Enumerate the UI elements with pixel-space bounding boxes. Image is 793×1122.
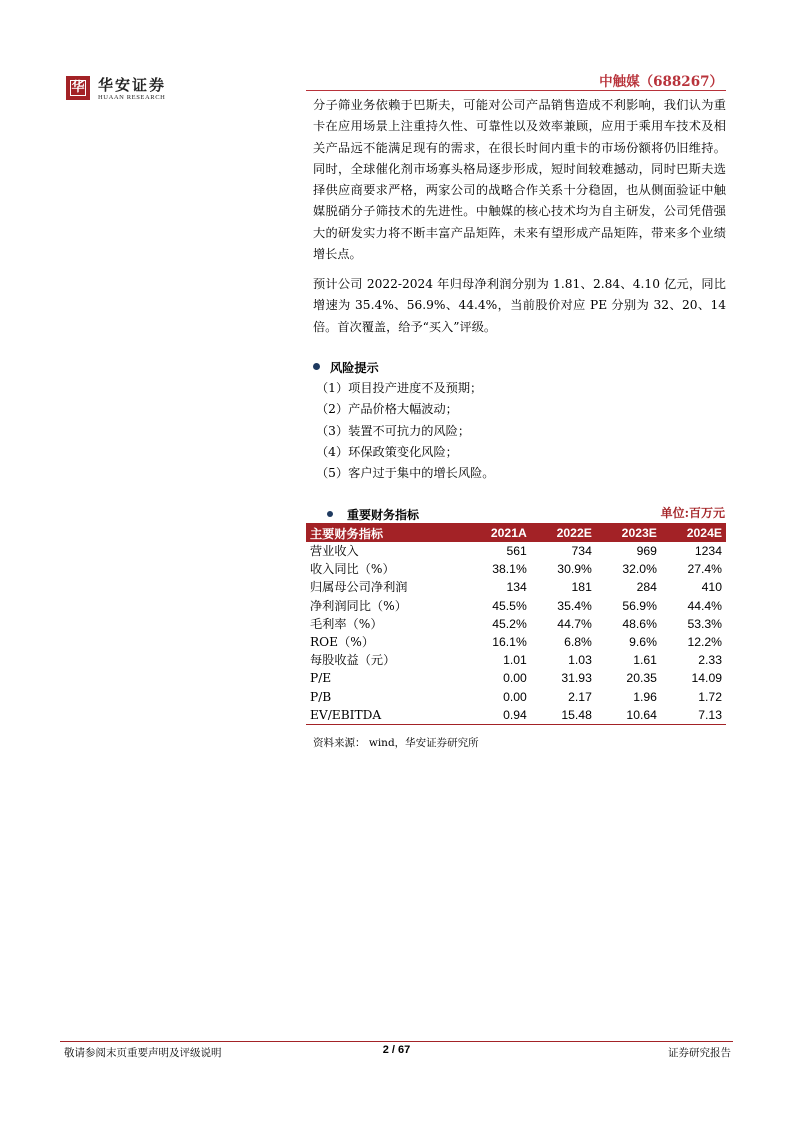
risk-list: [316, 378, 494, 484]
table-row: [306, 615, 726, 633]
row-label: P/E: [310, 671, 332, 686]
table-cell: 1234: [694, 544, 722, 558]
table-cell: 14.09: [691, 671, 722, 686]
table-cell: 12.2%: [687, 635, 722, 650]
table-cell: 48.6%: [622, 616, 657, 631]
risk-heading-text: 风险提示: [330, 361, 379, 375]
table-cell: 0.00: [503, 671, 527, 686]
financial-table: [306, 524, 726, 725]
table-cell: 9.6%: [629, 635, 657, 650]
table-cell: 27.4%: [687, 562, 722, 577]
row-label: 归属母公司净利润: [310, 580, 408, 595]
table-cell: 20.35: [626, 671, 657, 686]
table-cell: 0.94: [465, 706, 531, 725]
brand-name-en: HUAAN RESEARCH: [98, 94, 166, 101]
bullet-icon: [327, 511, 333, 517]
table-cell: 1.72: [698, 689, 722, 704]
risk-item: （4）环保政策变化风险；: [316, 444, 458, 459]
column-header: 2021A: [465, 524, 531, 542]
risk-heading: [313, 359, 379, 376]
logo-mark: 华: [71, 80, 85, 95]
row-label: P/B: [310, 689, 332, 704]
table-cell: 410: [701, 580, 722, 595]
table-cell: 15.48: [531, 706, 596, 725]
brand-name-cn: 华安证券: [98, 76, 167, 94]
company-logo: [66, 76, 90, 100]
table-cell: 44.4%: [687, 598, 722, 613]
footer-divider: [60, 1041, 733, 1042]
table-title: [313, 506, 419, 523]
table-row: [306, 688, 726, 706]
table-cell: 7.13: [661, 706, 726, 725]
column-header: 主要财务指标: [306, 524, 465, 542]
risk-item: （2）产品价格大幅波动；: [316, 402, 458, 417]
table-cell: 2.17: [568, 689, 592, 704]
column-header: 2024E: [661, 524, 726, 542]
table-cell: 45.5%: [492, 598, 527, 613]
table-row: [306, 560, 726, 578]
table-cell: 1.01: [503, 653, 527, 668]
table-cell: 16.1%: [492, 635, 527, 650]
table-cell: 31.93: [561, 671, 592, 686]
bullet-icon: [313, 363, 320, 370]
table-cell: 45.2%: [492, 616, 527, 631]
risk-item: （1）项目投产进度不及预期；: [316, 381, 483, 395]
table-row: [306, 669, 726, 687]
table-title-text: 重要财务指标: [347, 508, 420, 522]
analysis-paragraph: 分子筛业务依赖于巴斯夫，可能对公司产品销售造成不利影响，我们认为重卡在应用场景上注重持久性、可靠性以及效率兼顾，应用于乘用车技术及相关产品远不能满足现有的需求，在很长时间内重卡的市场份额将仍旧维持。同时，全球催化剂市场寡头格局逐步形成，短时间较难撼动，同时巴斯夫选择供应商要求严格，两家公司的战略合作关系十分稳固，也从侧面验证中触媒脱硝分子筛技术的先进性。中触媒的核心技术均为自主研发，公司凭借强大的研发实力将不断丰富产品矩阵，未来有望形成产品矩阵，带来多个业绩增长点。: [313, 98, 726, 262]
table-cell: 969: [636, 544, 657, 558]
row-label: 营业收入: [310, 544, 359, 558]
row-label: ROE（%）: [310, 635, 375, 650]
table-cell: 1.61: [633, 653, 657, 668]
table-cell: 35.4%: [557, 598, 592, 613]
table-cell: 1.03: [568, 653, 592, 668]
table-cell: 2.33: [698, 653, 722, 668]
table-cell: 10.64: [596, 706, 661, 725]
table-cell: 56.9%: [622, 598, 657, 613]
risk-item: （3）装置不可抗力的风险；: [316, 423, 471, 438]
table-cell: 284: [636, 580, 657, 595]
table-cell: 30.9%: [557, 562, 592, 577]
table-cell: 1.96: [633, 689, 657, 704]
table-row: [306, 578, 726, 596]
report-title: 中触媒（688267）: [599, 74, 723, 90]
footer-report-type: 证券研究报告: [668, 1047, 731, 1059]
table-row: [306, 706, 726, 725]
table-unit: 单位:百万元: [660, 506, 725, 520]
page-number: 2 / 67: [382, 1044, 411, 1056]
table-row: [306, 651, 726, 669]
table-cell: 32.0%: [622, 562, 657, 577]
footer-disclaimer: 敬请参阅末页重要声明及评级说明: [64, 1047, 222, 1059]
table-cell: 38.1%: [492, 562, 527, 577]
row-label: 收入同比（%）: [310, 562, 395, 577]
row-label: 每股收益（元）: [310, 653, 396, 668]
table-row: [306, 597, 726, 615]
table-cell: 181: [571, 580, 592, 595]
table-cell: 734: [571, 544, 592, 558]
table-cell: 53.3%: [687, 616, 722, 631]
column-header: 2023E: [596, 524, 661, 542]
risk-item: （5）客户过于集中的增长风险。: [316, 466, 495, 481]
row-label: 毛利率（%）: [310, 616, 383, 631]
table-row: [306, 633, 726, 651]
header-divider: [306, 90, 726, 91]
table-cell: 561: [506, 544, 527, 558]
table-cell: 44.7%: [557, 616, 592, 631]
table-header-row: [306, 524, 726, 542]
row-label: EV/EBITDA: [306, 706, 465, 725]
table-row: [306, 542, 726, 560]
table-cell: 0.00: [503, 689, 527, 704]
table-cell: 6.8%: [564, 635, 592, 650]
column-header: 2022E: [531, 524, 596, 542]
table-source: 资料来源： wind，华安证券研究所: [313, 737, 479, 749]
table-cell: 134: [506, 580, 527, 595]
forecast-paragraph: 预计公司 2022-2024 年归母净利润分别为 1.81、2.84、4.10 亿元，同比增速为 35.4%、56.9%、44.4%，当前股价对应 PE 分别为 32、20、14 倍。首次覆盖，给予“买入”评级。: [313, 277, 726, 334]
row-label: 净利润同比（%）: [310, 598, 407, 613]
